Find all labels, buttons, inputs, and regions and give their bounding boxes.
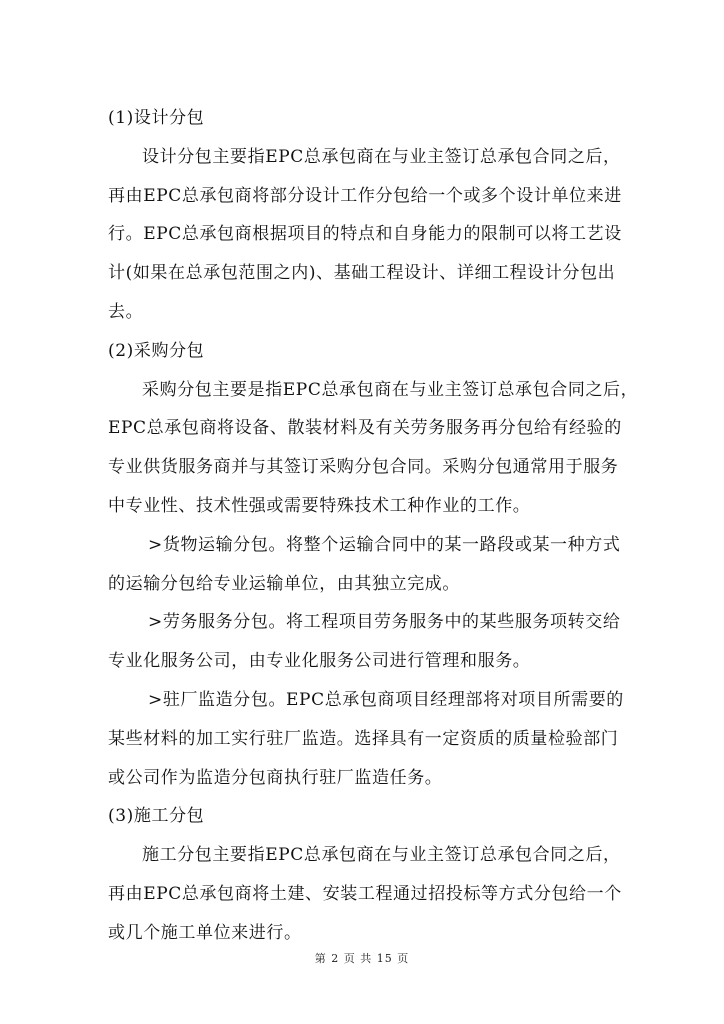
- bullet-line: >劳务服务分包。将工程项目劳务服务中的某些服务项转交给: [148, 612, 621, 633]
- document-body: [108, 99, 639, 953]
- paragraph-line: 采购分包主要是指EPC总承包商在与业主签订总承包合同之后，: [142, 379, 639, 400]
- paragraph-line: 专业化服务公司，由专业化服务公司进行管理和服务。: [108, 651, 531, 672]
- paragraph-line: 或公司作为监造分包商执行驻厂监造任务。: [108, 767, 443, 788]
- paragraph-line: 中专业性、技术性强或需要特殊技术工种作业的工作。: [108, 495, 531, 516]
- page-footer: 第 2 页 共 15 页: [314, 952, 410, 965]
- section-heading-construction: (3)施工分包: [108, 806, 205, 827]
- bullet-line: >驻厂监造分包。EPC总承包商项目经理部将对项目所需要的: [148, 689, 624, 710]
- paragraph-line: 或几个施工单位来进行。: [108, 922, 302, 943]
- paragraph-line: 计(如果在总承包范围之内)、基础工程设计、详细工程设计分包出: [108, 263, 616, 284]
- paragraph-line: 再由EPC总承包商将土建、安装工程通过招投标等方式分包给一个: [108, 883, 622, 904]
- paragraph-line: 设计分包主要指EPC总承包商在与业主签订总承包合同之后，: [142, 146, 621, 167]
- paragraph-line: 的运输分包给专业运输单位，由其独立完成。: [108, 573, 460, 594]
- paragraph-line: 去。: [108, 301, 144, 322]
- paragraph-line: 再由EPC总承包商将部分设计工作分包给一个或多个设计单位来进: [108, 185, 622, 206]
- section-heading-design: (1)设计分包: [108, 108, 205, 128]
- paragraph-line: EPC总承包商将设备、散装材料及有关劳务服务再分包给有经验的: [108, 418, 622, 439]
- bullet-line: >货物运输分包。将整个运输合同中的某一路段或某一种方式: [148, 534, 621, 555]
- paragraph-line: 行。EPC总承包商根据项目的特点和自身能力的限制可以将工艺设: [108, 224, 622, 245]
- paragraph-line: 专业供货服务商并与其签订采购分包合同。采购分包通常用于服务: [108, 457, 619, 478]
- paragraph-line: 施工分包主要指EPC总承包商在与业主签订总承包合同之后，: [142, 845, 621, 866]
- paragraph-line: 某些材料的加工实行驻厂监造。选择具有一定资质的质量检验部门: [108, 728, 619, 749]
- section-heading-procurement: (2)采购分包: [108, 340, 205, 361]
